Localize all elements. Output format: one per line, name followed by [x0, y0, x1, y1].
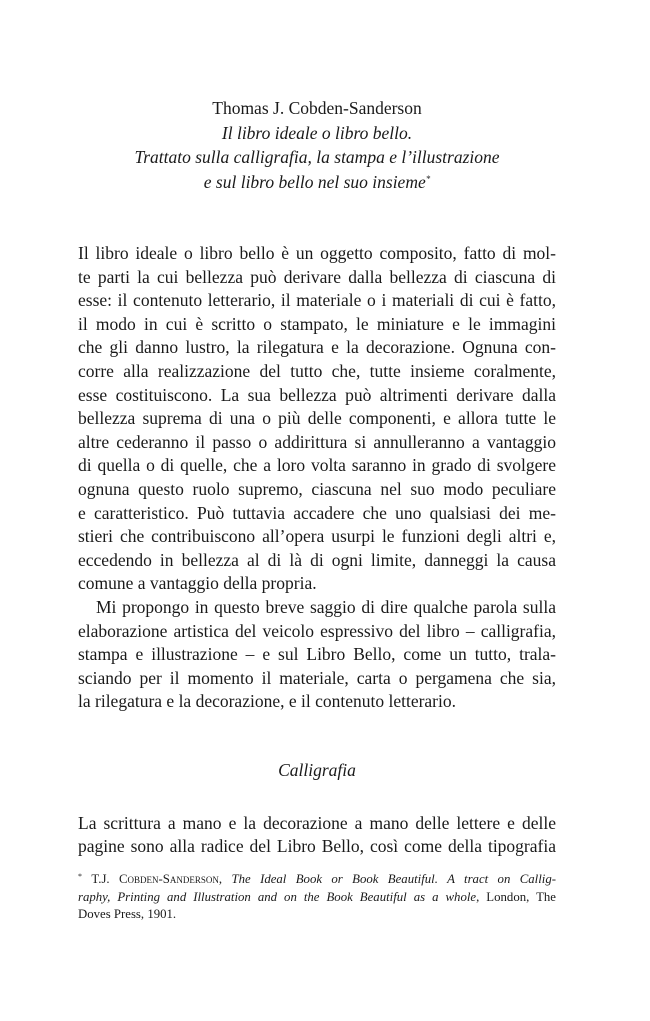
body-text [78, 242, 556, 714]
footnote-title-part-2: raphy, Printing and Illustration and on the Book Beautiful as a whole [78, 889, 477, 904]
text-line: stampa e illustrazione – e sul Libro Bello, come un tutto, trala- [78, 644, 556, 665]
heading-title-line-3 [78, 170, 556, 195]
text-line: il modo in cui è scritto o stampato, le miniature e le immagini [78, 313, 556, 334]
heading-title-line-2: Trattato sulla calligrafia, la stampa e l’illustrazione [134, 147, 500, 167]
book-page [78, 96, 556, 924]
section-text [78, 812, 556, 859]
text-line: di quella o di quelle, che a loro volta saranno in grado di svolgere [78, 455, 556, 476]
footnote-place: , London, The [476, 889, 556, 904]
text-line: sciando per il momento il materiale, carta o pergamena che sia, [78, 667, 556, 688]
text-line: che gli danno lustro, la rilegatura e la decorazione. Ognuna con- [78, 337, 556, 358]
text-line: comune a vantaggio della propria. [78, 573, 317, 594]
text-line: stieri che contribuiscono all’opera usurpi le funzioni degli altri e, [78, 526, 556, 547]
text-line: te parti la cui bellezza può derivare dalla bellezza di ciascuna di [78, 266, 556, 287]
text-line: la rilegatura e la decorazione, e il contenuto letterario. [78, 691, 457, 712]
text-line: ognuna questo ruolo supremo, ciascuna nel suo modo peculiare [78, 478, 556, 499]
text-line: eccedendo in bellezza al di là di ogni limite, danneggi la causa [78, 549, 556, 570]
text-line: bellezza suprema di una o più delle componenti, e allora tutte le [78, 408, 556, 429]
text-line: elaborazione artistica del veicolo espressivo del libro – calligrafia, [78, 620, 556, 641]
text-line: altre cederanno il passo o addirittura si annulleranno a vantaggio [78, 431, 556, 452]
heading-author: Thomas J. Cobden-Sanderson [212, 98, 422, 118]
footnote-line-2 [78, 889, 556, 907]
paragraph-1 [78, 242, 556, 596]
text-line: Il libro ideale o libro bello è un oggetto composito, fatto di mol- [78, 243, 556, 263]
heading-footnote-marker: * [425, 173, 431, 184]
paragraph-2 [78, 596, 556, 714]
footnote-author: T.J. Cobden-Sanderson [91, 872, 219, 887]
footnote-publisher: Doves Press, 1901. [78, 907, 177, 922]
footnote-marker: * [78, 872, 82, 882]
heading-title-line-1: Il libro ideale o libro bello. [221, 122, 413, 143]
section-title: Calligrafia [278, 759, 356, 780]
chapter-heading [78, 96, 556, 194]
text-line: La scrittura a mano e la decorazione a mano delle lettere e delle [78, 812, 556, 833]
text-line: corre alla realizzazione del tutto che, tutte insieme coralmente, [78, 360, 556, 381]
text-line: e caratteristico. Può tuttavia accadere che uno qualsiasi dei me- [78, 502, 556, 523]
footnote-line-1: * T.J. Cobden-Sanderson, The Ideal Book or Book Beautiful. A tract on Callig- [78, 872, 556, 887]
text-line: pagine sono alla radice del Libro Bello, così come della tipografia [78, 836, 556, 857]
footnote [78, 871, 556, 924]
heading-title-line-3-text: e sul libro bello nel suo insieme [203, 171, 426, 192]
text-line: Mi propongo in questo breve saggio di dire qualche parola sulla [96, 596, 556, 617]
footnote-title-part-1: The Ideal Book or Book Beautiful. A tract on Callig- [231, 872, 556, 887]
text-line: esse: il contenuto letterario, il materiale o i materiali di cui è fatto, [78, 290, 556, 311]
text-line: esse costituiscono. La sua bellezza può altrimenti derivare dalla [78, 384, 556, 405]
